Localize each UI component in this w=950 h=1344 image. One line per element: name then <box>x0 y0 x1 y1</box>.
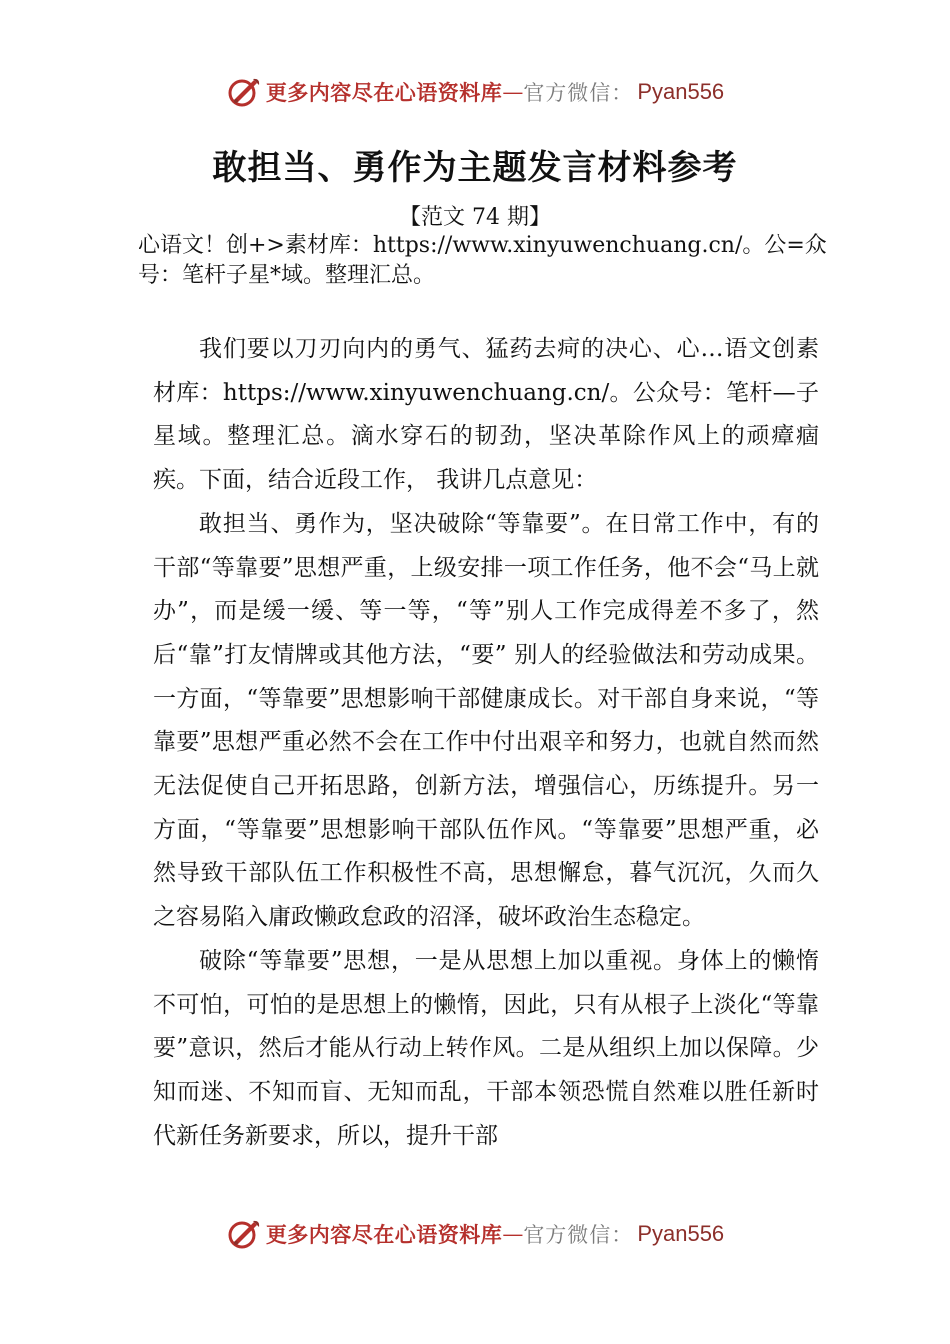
paragraph: 破除“等靠要”思想，一是从思想上加以重视。身体上的懒惰不可怕，可怕的是思想上的懒惰，因此，只有从根子上淡化“等靠要”意识，然后才能从行动上转作风。二是从组织上加以保障。少知而迷、不知而盲、无知而乱，干部本领恐慌自然难以胜任新时代新任务新要求，所以，提升干部 <box>153 947 819 1149</box>
quill-logo-icon <box>226 1216 262 1252</box>
paragraph: 敢担当、勇作为，坚决破除“等靠要”。在日常工作中，有的干部“等靠要”思想严重，上级安排一项工作任务，他不会“马上就办”，而是缓一缓、等一等，“等”别人工作完成得差不多了，然后“靠”打友情牌或其他方法，“要” 别人的经验做法和劳动成果。一方面，“等靠要”思想影响干部健康成长。对干部自身来说，“等靠要”思想严重必然不会在工作中付出艰辛和努力，也就自然而然无法促使自己开拓思路，创新方法，增强信心，历练提升。另一方面，“等靠要”思想影响干部队伍作风。“等靠要”思想严重，必然导致干部队伍工作积极性不高，思想懈怠，暮气沉沉，久而久之容易陷入庸政懒政怠政的沼泽，破坏政治生态稳定。 <box>153 510 819 931</box>
document-body <box>153 328 819 1158</box>
banner-slogan: 更多内容尽在心语资料库 <box>265 1222 503 1247</box>
document-title: 敢担当、勇作为主题发言材料参考 <box>212 148 738 188</box>
wechat-label: 官方微信： <box>523 1223 634 1247</box>
paragraph: 我们要以刀刃向内的勇气、猛药去疴的决心、心…语文创素材库：https://www.xinyuwenchuang.cn/。公众号：笔杆—子星域。整理汇总。滴水穿石的韧劲，坚决革除作风上的顽瘴痼疾。下面，结合近段工作， 我讲几点意见： <box>153 336 819 494</box>
issue-number: 【范文 74 期】 <box>399 205 551 230</box>
wechat-label: 官方微信： <box>523 81 634 105</box>
header-banner <box>0 70 950 114</box>
banner-slogan: 更多内容尽在心语资料库 <box>265 80 503 105</box>
footer-banner <box>0 1212 950 1256</box>
wechat-id: Pyan556 <box>637 79 725 104</box>
banner-dash: — <box>502 1222 524 1246</box>
banner-dash: — <box>502 80 524 104</box>
source-note: 心语文！创+>素材库：https://www.xinyuwenchuang.cn/。公=众号：笔杆子星*域。整理汇总。 <box>138 233 827 288</box>
wechat-id: Pyan556 <box>637 1221 725 1246</box>
quill-logo-icon <box>226 74 262 110</box>
